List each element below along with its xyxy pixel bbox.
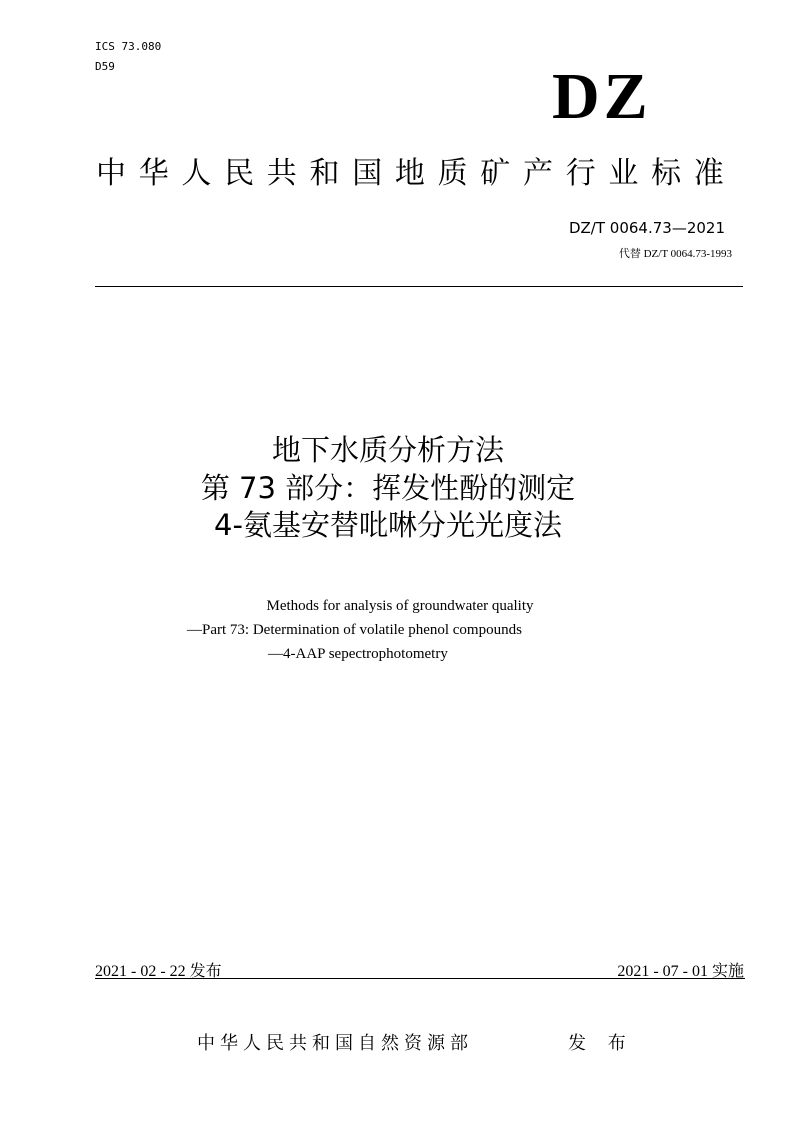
header-divider <box>95 286 743 287</box>
classification-code: D59 <box>95 60 115 73</box>
publish-label: 发 布 <box>568 1033 634 1054</box>
implementation-date: 2021 - 07 - 01 实施 <box>617 963 744 980</box>
replaces-standard: 代替 DZ/T 0064.73-1993 <box>618 248 732 260</box>
publisher-name: 中华人民共和国自然资源部 <box>197 1033 473 1054</box>
chinese-title-line-2: 第 73 部分：挥发性酚的测定 <box>200 470 576 505</box>
english-title <box>0 594 800 662</box>
standard-category-title: 中华人民共和国地质矿产行业标准 <box>96 156 737 191</box>
issue-date: 2021 - 02 - 22 发布 <box>95 963 222 980</box>
ics-code: ICS 73.080 <box>95 40 162 53</box>
chinese-title-line-1: 地下水质分析方法 <box>271 433 504 467</box>
english-title-line-3: —4-AAP sepectrophotometry <box>268 646 448 662</box>
chinese-title <box>0 432 776 545</box>
english-title-line-1: Methods for analysis of groundwater quality <box>266 598 534 614</box>
chinese-title-line-3: 4-氨基安替吡啉分光光度法 <box>214 508 562 542</box>
date-underline <box>95 978 745 979</box>
english-title-line-2: —Part 73: Determination of volatile phenol compounds <box>187 622 522 638</box>
dz-logo: DZ <box>552 60 652 133</box>
standard-number: DZ/T 0064.73—2021 <box>568 219 725 237</box>
